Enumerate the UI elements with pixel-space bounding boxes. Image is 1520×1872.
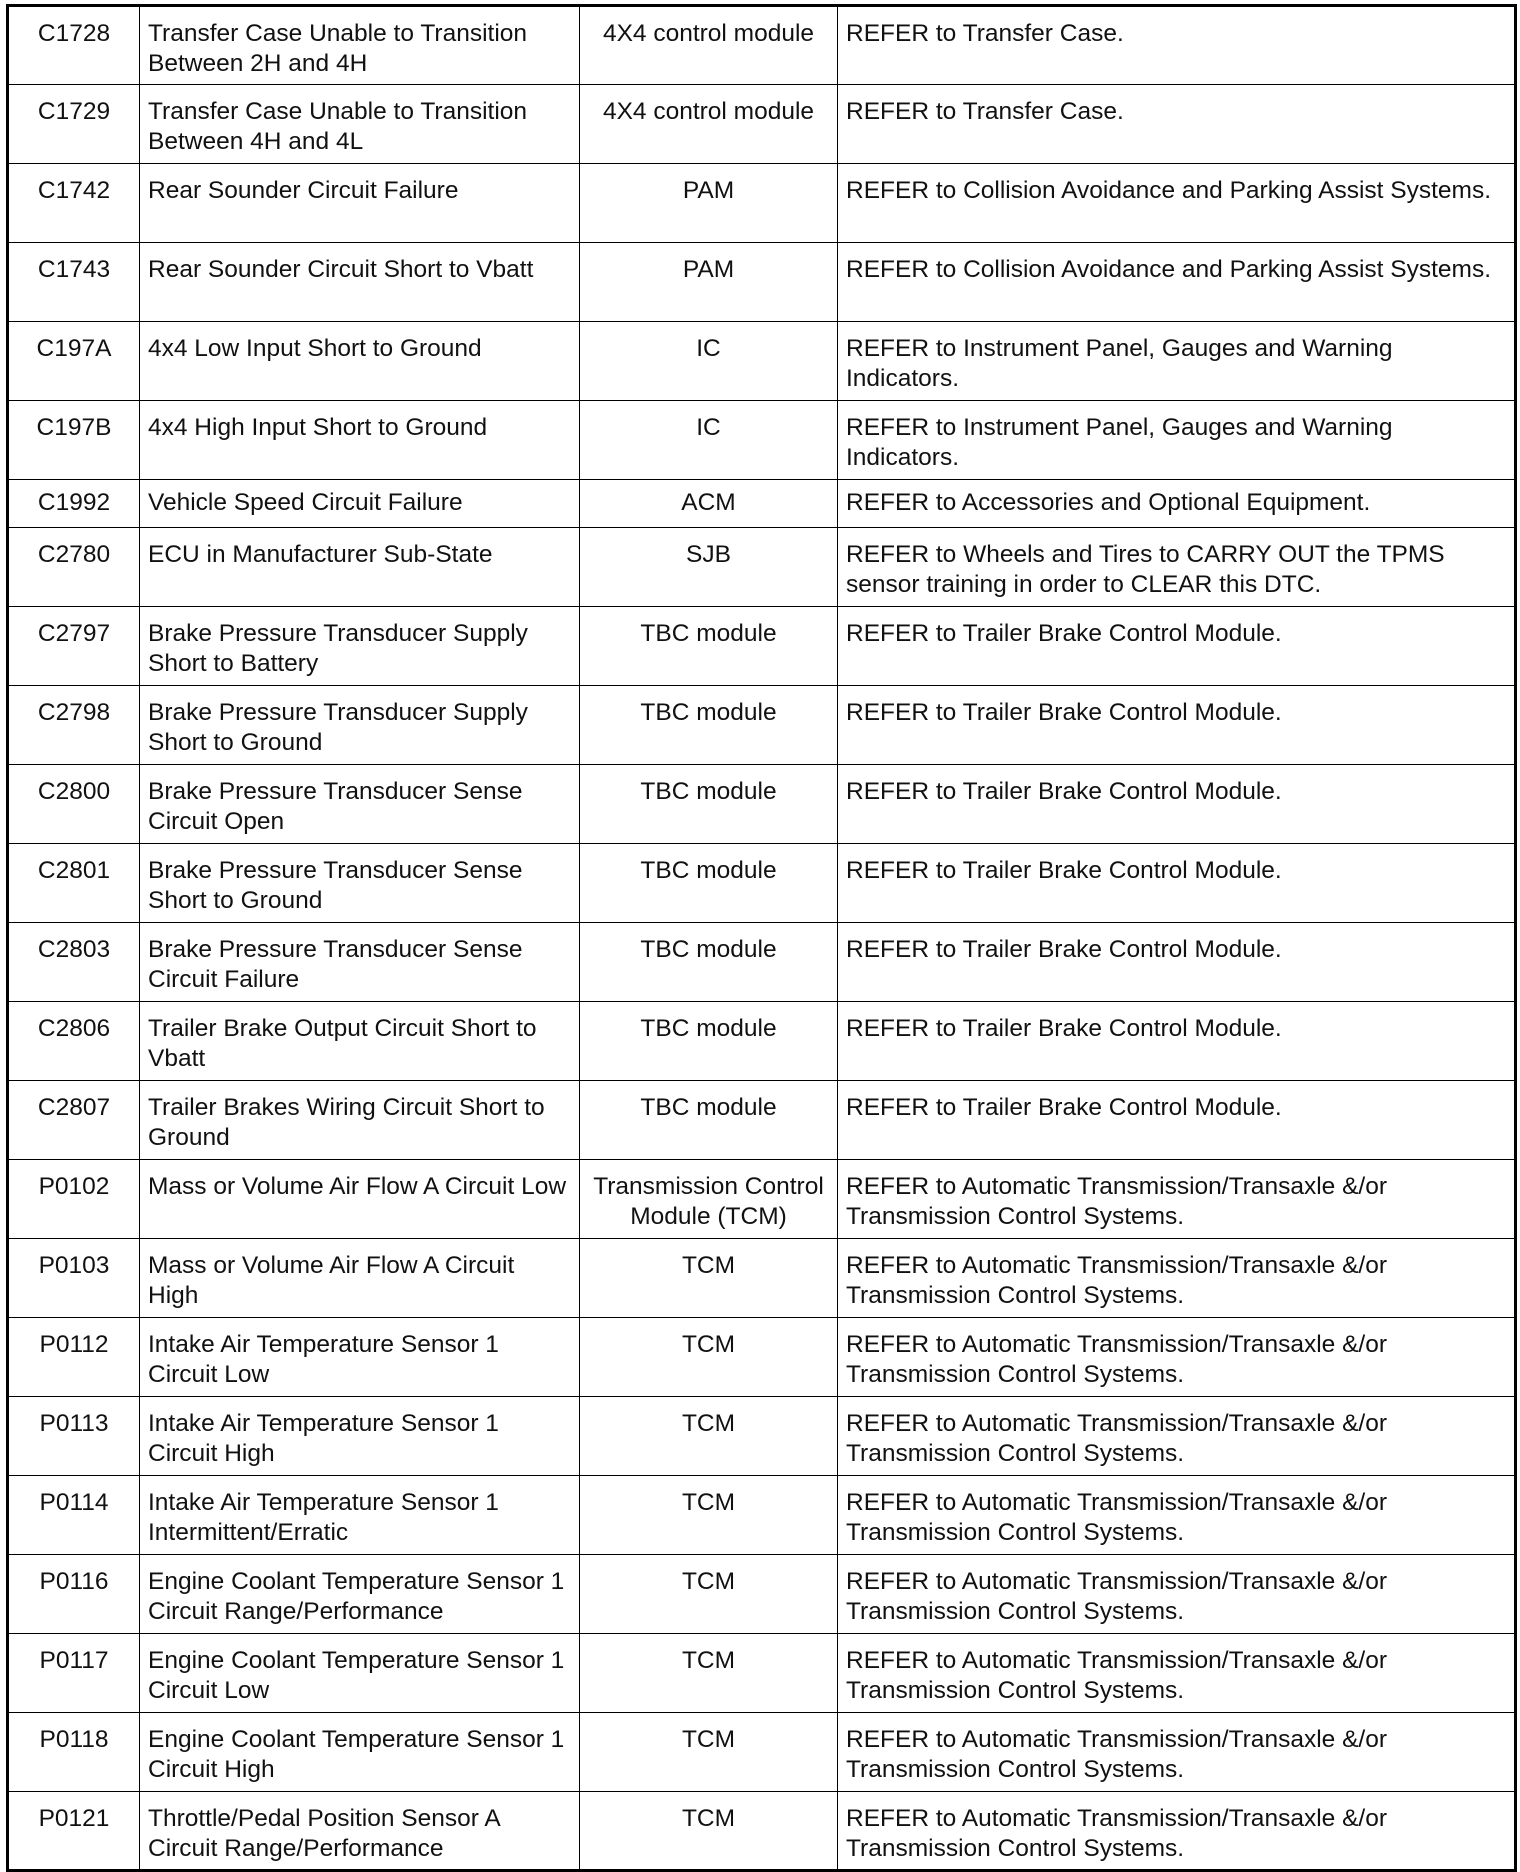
dtc-module: TBC module: [580, 607, 838, 686]
dtc-code: C2800: [8, 765, 140, 844]
dtc-description: Rear Sounder Circuit Failure: [140, 164, 580, 243]
dtc-module: TBC module: [580, 844, 838, 923]
dtc-module: TCM: [580, 1318, 838, 1397]
dtc-code: P0118: [8, 1713, 140, 1792]
dtc-description: Engine Coolant Temperature Sensor 1 Circuit Low: [140, 1634, 580, 1713]
dtc-action: REFER to Transfer Case.: [838, 6, 1516, 85]
dtc-action: REFER to Accessories and Optional Equipment.: [838, 480, 1516, 528]
dtc-module: TBC module: [580, 765, 838, 844]
dtc-code: P0103: [8, 1239, 140, 1318]
dtc-action: REFER to Automatic Transmission/Transaxle &/or Transmission Control Systems.: [838, 1792, 1516, 1871]
dtc-code: C2803: [8, 923, 140, 1002]
table-row: [8, 1792, 1516, 1871]
table-row: [8, 1002, 1516, 1081]
dtc-description: Brake Pressure Transducer Supply Short to Battery: [140, 607, 580, 686]
dtc-module: TBC module: [580, 1081, 838, 1160]
dtc-description: Intake Air Temperature Sensor 1 Intermittent/Erratic: [140, 1476, 580, 1555]
dtc-code: C1728: [8, 6, 140, 85]
table-row: [8, 164, 1516, 243]
dtc-action: REFER to Trailer Brake Control Module.: [838, 1081, 1516, 1160]
table-row: [8, 844, 1516, 923]
dtc-table: [6, 4, 1517, 1872]
dtc-code: P0121: [8, 1792, 140, 1871]
dtc-module: TBC module: [580, 1002, 838, 1081]
dtc-module: PAM: [580, 164, 838, 243]
dtc-module: PAM: [580, 243, 838, 322]
table-row: [8, 480, 1516, 528]
dtc-action: REFER to Collision Avoidance and Parking Assist Systems.: [838, 243, 1516, 322]
dtc-action: REFER to Automatic Transmission/Transaxle &/or Transmission Control Systems.: [838, 1397, 1516, 1476]
dtc-action: REFER to Trailer Brake Control Module.: [838, 923, 1516, 1002]
dtc-description: Vehicle Speed Circuit Failure: [140, 480, 580, 528]
dtc-code: C2797: [8, 607, 140, 686]
dtc-action: REFER to Automatic Transmission/Transaxle &/or Transmission Control Systems.: [838, 1555, 1516, 1634]
dtc-code: P0116: [8, 1555, 140, 1634]
dtc-code: C2798: [8, 686, 140, 765]
dtc-module: TCM: [580, 1634, 838, 1713]
dtc-description: Throttle/Pedal Position Sensor A Circuit Range/Performance: [140, 1792, 580, 1871]
dtc-description: Rear Sounder Circuit Short to Vbatt: [140, 243, 580, 322]
dtc-action: REFER to Automatic Transmission/Transaxle &/or Transmission Control Systems.: [838, 1476, 1516, 1555]
dtc-code: C197B: [8, 401, 140, 480]
dtc-action: REFER to Automatic Transmission/Transaxle &/or Transmission Control Systems.: [838, 1239, 1516, 1318]
dtc-action: REFER to Automatic Transmission/Transaxle &/or Transmission Control Systems.: [838, 1318, 1516, 1397]
dtc-action: REFER to Trailer Brake Control Module.: [838, 686, 1516, 765]
dtc-code: C1729: [8, 85, 140, 164]
dtc-action: REFER to Trailer Brake Control Module.: [838, 1002, 1516, 1081]
dtc-action: REFER to Automatic Transmission/Transaxle &/or Transmission Control Systems.: [838, 1634, 1516, 1713]
dtc-code: C1743: [8, 243, 140, 322]
dtc-code: C197A: [8, 322, 140, 401]
dtc-action: REFER to Trailer Brake Control Module.: [838, 844, 1516, 923]
dtc-code: C2780: [8, 528, 140, 607]
dtc-action: REFER to Automatic Transmission/Transaxle &/or Transmission Control Systems.: [838, 1713, 1516, 1792]
table-row: [8, 1555, 1516, 1634]
dtc-code: P0112: [8, 1318, 140, 1397]
dtc-description: 4x4 Low Input Short to Ground: [140, 322, 580, 401]
dtc-module: IC: [580, 322, 838, 401]
dtc-module: 4X4 control module: [580, 6, 838, 85]
dtc-description: Brake Pressure Transducer Sense Short to Ground: [140, 844, 580, 923]
dtc-code: C2801: [8, 844, 140, 923]
table-row: [8, 322, 1516, 401]
dtc-action: REFER to Trailer Brake Control Module.: [838, 765, 1516, 844]
table-row: [8, 1239, 1516, 1318]
dtc-module: SJB: [580, 528, 838, 607]
dtc-description: Trailer Brake Output Circuit Short to Vbatt: [140, 1002, 580, 1081]
dtc-description: Mass or Volume Air Flow A Circuit Low: [140, 1160, 580, 1239]
table-row: [8, 401, 1516, 480]
table-row: [8, 686, 1516, 765]
table-row: [8, 85, 1516, 164]
table-row: [8, 1634, 1516, 1713]
dtc-action: REFER to Instrument Panel, Gauges and Warning Indicators.: [838, 322, 1516, 401]
table-row: [8, 607, 1516, 686]
dtc-code: C1742: [8, 164, 140, 243]
dtc-module: TCM: [580, 1792, 838, 1871]
table-row: [8, 1081, 1516, 1160]
dtc-description: ECU in Manufacturer Sub-State: [140, 528, 580, 607]
dtc-description: Brake Pressure Transducer Supply Short to Ground: [140, 686, 580, 765]
dtc-action: REFER to Collision Avoidance and Parking Assist Systems.: [838, 164, 1516, 243]
dtc-module: TCM: [580, 1713, 838, 1792]
dtc-action: REFER to Transfer Case.: [838, 85, 1516, 164]
dtc-action: REFER to Instrument Panel, Gauges and Warning Indicators.: [838, 401, 1516, 480]
dtc-description: Intake Air Temperature Sensor 1 Circuit High: [140, 1397, 580, 1476]
dtc-description: Engine Coolant Temperature Sensor 1 Circuit Range/Performance: [140, 1555, 580, 1634]
dtc-description: Intake Air Temperature Sensor 1 Circuit Low: [140, 1318, 580, 1397]
dtc-description: Engine Coolant Temperature Sensor 1 Circuit High: [140, 1713, 580, 1792]
table-row: [8, 1397, 1516, 1476]
table-row: [8, 6, 1516, 85]
dtc-description: 4x4 High Input Short to Ground: [140, 401, 580, 480]
dtc-description: Transfer Case Unable to Transition Between 4H and 4L: [140, 85, 580, 164]
table-row: [8, 765, 1516, 844]
table-row: [8, 243, 1516, 322]
table-row: [8, 1318, 1516, 1397]
dtc-action: REFER to Trailer Brake Control Module.: [838, 607, 1516, 686]
dtc-module: TBC module: [580, 923, 838, 1002]
dtc-module: TCM: [580, 1555, 838, 1634]
dtc-code: P0102: [8, 1160, 140, 1239]
table-row: [8, 923, 1516, 1002]
dtc-module: ACM: [580, 480, 838, 528]
dtc-description: Brake Pressure Transducer Sense Circuit Open: [140, 765, 580, 844]
table-row: [8, 1160, 1516, 1239]
table-row: [8, 528, 1516, 607]
dtc-code: P0117: [8, 1634, 140, 1713]
table-row: [8, 1476, 1516, 1555]
dtc-description: Brake Pressure Transducer Sense Circuit Failure: [140, 923, 580, 1002]
dtc-action: REFER to Wheels and Tires to CARRY OUT the TPMS sensor training in order to CLEAR this DTC.: [838, 528, 1516, 607]
dtc-module: TCM: [580, 1397, 838, 1476]
dtc-module: TCM: [580, 1239, 838, 1318]
dtc-code: C2806: [8, 1002, 140, 1081]
dtc-description: Mass or Volume Air Flow A Circuit High: [140, 1239, 580, 1318]
dtc-action: REFER to Automatic Transmission/Transaxle &/or Transmission Control Systems.: [838, 1160, 1516, 1239]
dtc-module: TBC module: [580, 686, 838, 765]
dtc-module: Transmission Control Module (TCM): [580, 1160, 838, 1239]
dtc-code: P0113: [8, 1397, 140, 1476]
table-row: [8, 1713, 1516, 1792]
dtc-description: Transfer Case Unable to Transition Between 2H and 4H: [140, 6, 580, 85]
dtc-module: IC: [580, 401, 838, 480]
dtc-module: 4X4 control module: [580, 85, 838, 164]
dtc-code: C1992: [8, 480, 140, 528]
dtc-code: P0114: [8, 1476, 140, 1555]
dtc-code: C2807: [8, 1081, 140, 1160]
dtc-module: TCM: [580, 1476, 838, 1555]
dtc-description: Trailer Brakes Wiring Circuit Short to Ground: [140, 1081, 580, 1160]
